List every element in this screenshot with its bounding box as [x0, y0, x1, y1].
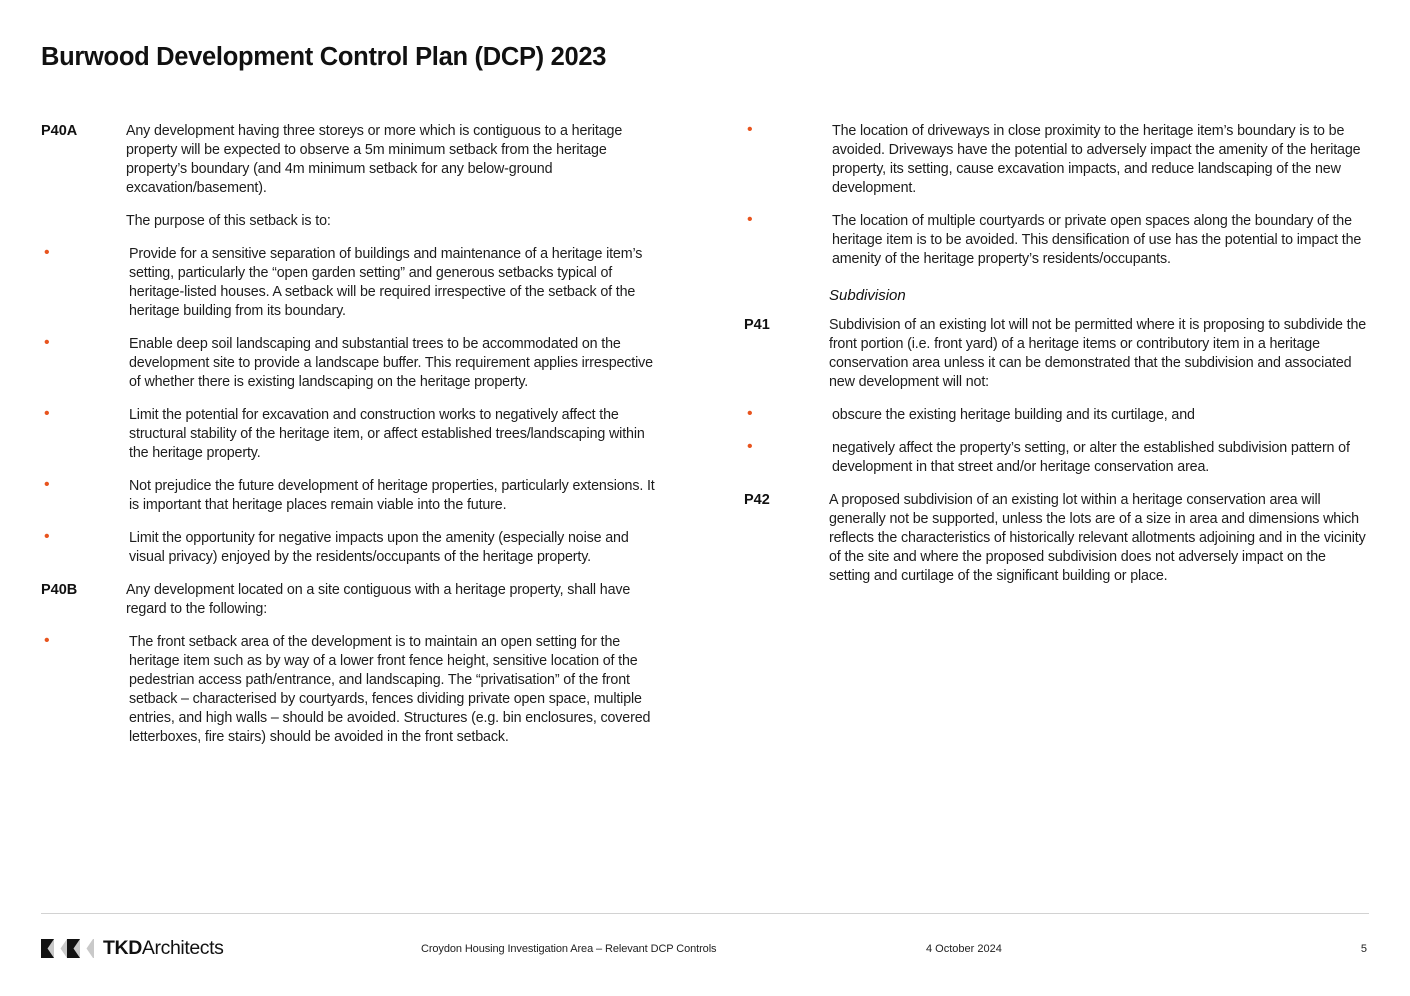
- bullet-marker-icon: •: [747, 405, 753, 422]
- bullet-marker-icon: •: [44, 476, 50, 493]
- bullet-item: [41, 633, 666, 747]
- clause-label: P41: [744, 317, 770, 333]
- clause-label: [41, 212, 126, 231]
- clause-block: [744, 491, 1369, 586]
- page-title: Burwood Development Control Plan (DCP) 2023: [41, 43, 607, 72]
- footer-divider: [41, 913, 1369, 914]
- clause-text: The location of multiple courtyards or private open spaces along the boundary of the heritage item is to be avoided. This densification of use has the potential to impact the amenity of the heritage property’s residents/occupants.: [832, 213, 1362, 267]
- clause-label: P40B: [41, 582, 78, 598]
- clause-block: [41, 122, 666, 198]
- logo-bold: TKD: [103, 937, 142, 959]
- clause-label: P42: [744, 492, 770, 508]
- clause-text: The front setback area of the development is to maintain an open setting for the heritage item such as by way of a lower front fence height, sensitive location of the pedestrian access path/entrance, and landscaping. The “privatisation” of the front setback – characterised by courtyards, fences dividing private open space, multiple entries, and high walls – should be avoided. Structures (e.g. bin enclosures, covered letterboxes, fire stairs) should be avoided in the front setback.: [129, 634, 651, 745]
- bullet-marker-icon: •: [44, 528, 50, 545]
- clause-text: Enable deep soil landscaping and substantial trees to be accommodated on the development site to provide a landscape buffer. This requirement applies irrespective of whether there is existing landscaping on the heritage property.: [129, 336, 653, 390]
- clause-text: Any development having three storeys or more which is contiguous to a heritage property will be expected to observe a 5m minimum setback from the heritage property’s boundary (and 4m minimum setback for any below-ground excavation/basement).: [126, 123, 623, 196]
- clause-block: [744, 316, 1369, 392]
- clause-text: obscure the existing heritage building and its curtilage, and: [832, 407, 1195, 423]
- clause-text: Provide for a sensitive separation of buildings and maintenance of a heritage item’s setting, particularly the “open garden setting” and generous setbacks typical of heritage-listed houses. A setback will be required irrespective of the setback of the heritage building from its boundary.: [129, 246, 643, 319]
- bullet-item: [744, 406, 1369, 425]
- bullet-marker-icon: •: [747, 438, 753, 455]
- bullet-item: [41, 529, 666, 567]
- bullet-marker-icon: •: [44, 334, 50, 351]
- clause-block: [41, 581, 666, 619]
- clause-text: Subdivision of an existing lot will not be permitted where it is proposing to subdivide the front portion (i.e. front yard) of a heritage items or contributory item in a heritage conservation area unless it can be demonstrated that the subdivision and associated new development will not:: [829, 317, 1367, 390]
- bullet-item: [744, 439, 1369, 477]
- clause-text: Not prejudice the future development of heritage properties, particularly extensions. It is important that heritage places remain viable into the future.: [129, 478, 655, 513]
- logo-wordmark: [103, 937, 224, 960]
- logo-mark-icon: [41, 939, 94, 958]
- clause-text: The purpose of this setback is to:: [126, 213, 331, 229]
- clause-text: Limit the opportunity for negative impacts upon the amenity (especially noise and visual privacy) enjoyed by the residents/occupants of the heritage property.: [129, 530, 629, 565]
- left-column: [41, 122, 666, 761]
- section-subheading: Subdivision: [829, 287, 906, 304]
- bullet-item: [744, 212, 1369, 269]
- bullet-item: [41, 245, 666, 321]
- clause-label: P40A: [41, 123, 78, 139]
- clause-text: negatively affect the property’s setting, or alter the established subdivision pattern of development in that street and/or heritage conservation area.: [832, 440, 1350, 475]
- tkd-architects-logo: [41, 937, 224, 960]
- bullet-item: [41, 335, 666, 392]
- bullet-marker-icon: •: [44, 405, 50, 422]
- bullet-marker-icon: •: [747, 121, 753, 138]
- clause-text: The location of driveways in close proximity to the heritage item’s boundary is to be avoided. Driveways have the potential to adversely impact the amenity of the heritage property, its setting, cause excavation impacts, and reduce landscaping of the new development.: [832, 123, 1361, 196]
- footer-subject: Croydon Housing Investigation Area – Relevant DCP Controls: [421, 943, 717, 955]
- bullet-item: [41, 406, 666, 463]
- page-footer: [41, 933, 1369, 965]
- footer-date: 4 October 2024: [926, 943, 1002, 955]
- clause-text: A proposed subdivision of an existing lot within a heritage conservation area will generally not be supported, unless the lots are of a size in area and dimensions which reflects the characteristics of historically relevant allotments adjoining and in the vicinity of the site and where the proposed subdivision does not adversely impact on the setting and curtilage of the significant building or place.: [829, 492, 1366, 584]
- footer-page-number: 5: [1360, 943, 1367, 955]
- logo-light: Architects: [141, 937, 224, 959]
- clause-text: Any development located on a site contiguous with a heritage property, shall have regard to the following:: [126, 582, 631, 617]
- bullet-marker-icon: •: [44, 244, 50, 261]
- bullet-item: [744, 122, 1369, 198]
- section-subheading-row: [744, 283, 1369, 314]
- bullet-marker-icon: •: [44, 632, 50, 649]
- clause-text: Limit the potential for excavation and construction works to negatively affect the structural stability of the heritage item, or affect established trees/landscaping within the heritage property.: [129, 407, 645, 461]
- bullet-item: [41, 477, 666, 515]
- content-columns: [41, 122, 1369, 761]
- right-column: [744, 122, 1369, 761]
- bullet-marker-icon: •: [747, 211, 753, 228]
- clause-label: [744, 283, 829, 314]
- clause-block: [41, 212, 666, 231]
